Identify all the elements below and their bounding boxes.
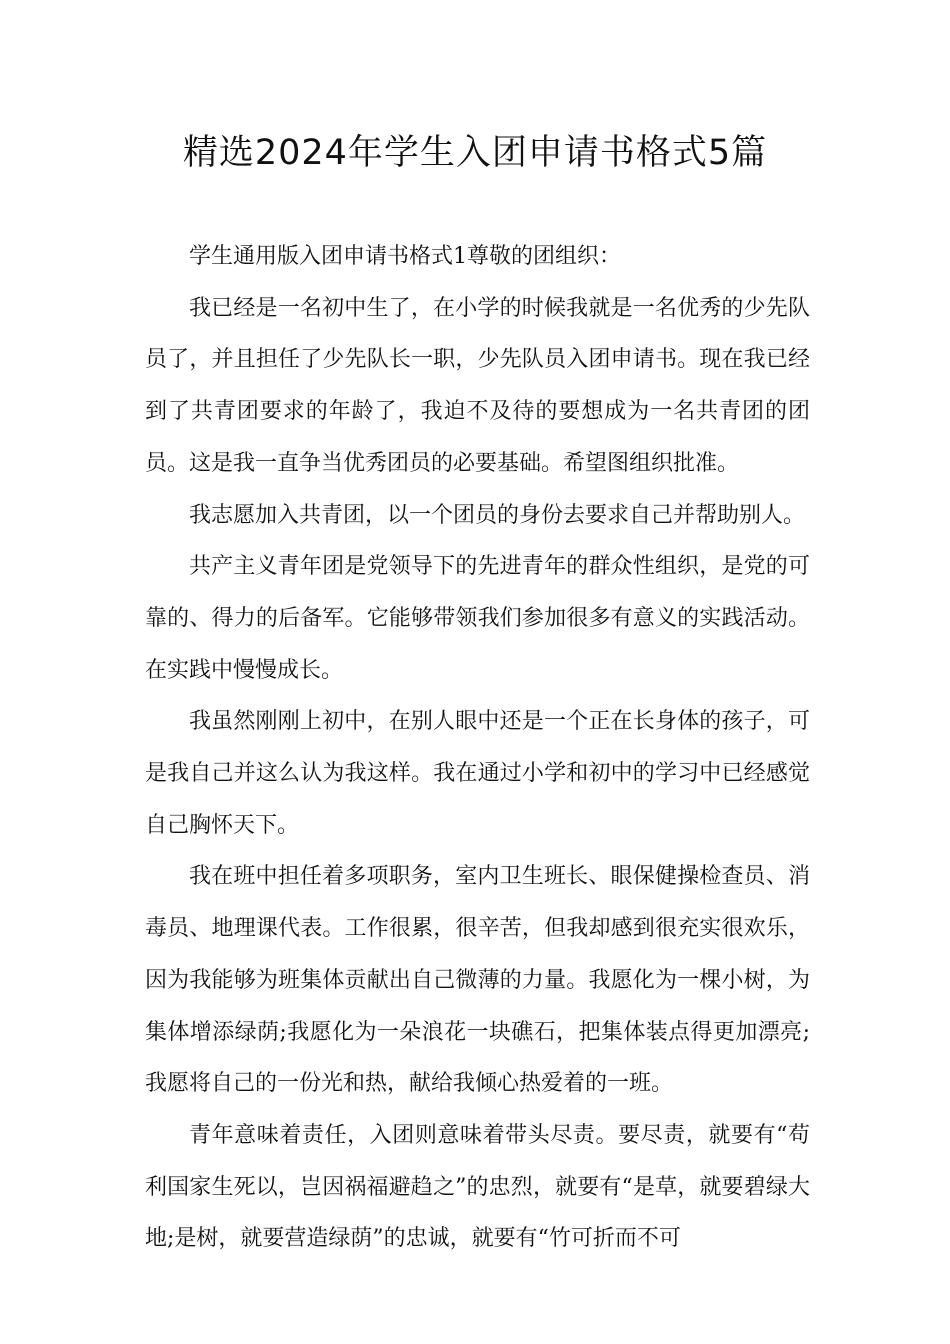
intro-heading: 学生通用版入团申请书格式1 — [189, 244, 467, 269]
paragraph-6: 青年意味着责任，入团则意味着带头尽责。要尽责，就要有“苟利国家生死以，岂因祸福避趋之”的忠烈，就要有“是草，就要碧绿大地;是树，就要营造绿荫”的忠诚，就要有“竹可折而不可 — [145, 1122, 810, 1252]
document-title: 精选2024年学生入团申请书格式5篇 — [182, 133, 768, 173]
intro-salutation: 尊敬的团组织： — [467, 244, 622, 269]
paragraph-3: 共产主义青年团是党领导下的先进青年的群众性组织，是党的可靠的、得力的后备军。它能够带领我们参加很多有意义的实践活动。在实践中慢慢成长。 — [145, 554, 810, 683]
intro-line — [145, 231, 810, 283]
paragraph-1: 我已经是一名初中生了，在小学的时候我就是一名优秀的少先队员了，并且担任了少先队长一职，少先队员入团申请书。现在我已经到了共青团要求的年龄了，我迫不及待的要想成为一名共青团的团员。这是我一直争当优秀团员的必要基础。希望图组织批准。 — [145, 295, 810, 476]
paragraph-5: 我在班中担任着多项职务，室内卫生班长、眼保健操检查员、消毒员、地理课代表。工作很累，很辛苦，但我却感到很充实很欢乐，因为我能够为班集体贡献出自己微薄的力量。我愿化为一棵小树，为集体增添绿荫;我愿化为一朵浪花一块礁石，把集体装点得更加漂亮;我愿将自己的一份光和热，献给我倾心热爱着的一班。 — [145, 864, 810, 1097]
paragraph-2: 我志愿加入共青团，以一个团员的身份去要求自己并帮助别人。 — [189, 502, 806, 528]
document-body — [145, 231, 810, 1265]
paragraph-4: 我虽然刚刚上初中，在别人眼中还是一个正在长身体的孩子，可是我自己并这么认为我这样。我在通过小学和初中的学习中已经感觉自己胸怀天下。 — [145, 709, 810, 838]
